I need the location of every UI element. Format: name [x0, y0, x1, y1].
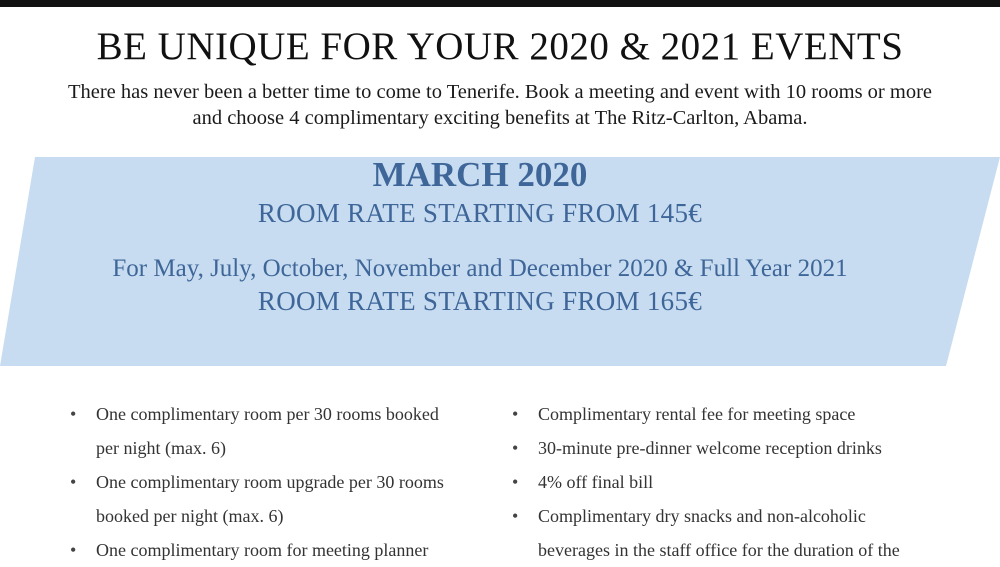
intro-text	[0, 79, 1000, 131]
benefit-item	[70, 397, 490, 465]
banner-month: MARCH 2020	[372, 155, 588, 194]
benefits-list-right	[512, 397, 972, 567]
benefit-line: • One complimentary room upgrade per 30 rooms	[96, 472, 444, 492]
benefit-line: • One complimentary room for meeting planner	[96, 540, 429, 560]
benefit-item: • 30-minute pre-dinner welcome reception drinks	[512, 431, 972, 465]
benefit-item: • Complimentary dry snacks and non-alcoholic	[512, 499, 972, 533]
banner-rate-other: ROOM RATE STARTING FROM 165€	[257, 286, 703, 316]
benefit-line: • One complimentary room per 30 rooms booked	[96, 404, 439, 424]
benefit-line: per night (max. 6)	[96, 438, 226, 458]
benefit-item: • 4% off final bill	[512, 465, 972, 499]
benefit-line: booked per night (max. 6)	[96, 506, 284, 526]
benefit-item: • Complimentary rental fee for meeting space	[512, 397, 972, 431]
page-headline: BE UNIQUE FOR YOUR 2020 & 2021 EVENTS	[96, 25, 904, 68]
banner-rate-march: ROOM RATE STARTING FROM 145€	[257, 198, 703, 228]
benefit-item	[70, 465, 490, 533]
benefits-list-left	[70, 397, 490, 567]
banner-period: For May, July, October, November and December 2020 & Full Year 2021	[112, 255, 848, 282]
benefit-line: beverages in the staff office for the duration of the	[538, 540, 900, 560]
benefit-item	[70, 533, 490, 567]
benefit-item-continued	[512, 533, 972, 567]
top-border	[0, 0, 1000, 7]
intro-line-1: There has never been a better time to come to Tenerife. Book a meeting and event with 10 rooms or more	[67, 81, 932, 103]
intro-line-2: and choose 4 complimentary exciting benefits at The Ritz-Carlton, Abama.	[192, 107, 808, 129]
